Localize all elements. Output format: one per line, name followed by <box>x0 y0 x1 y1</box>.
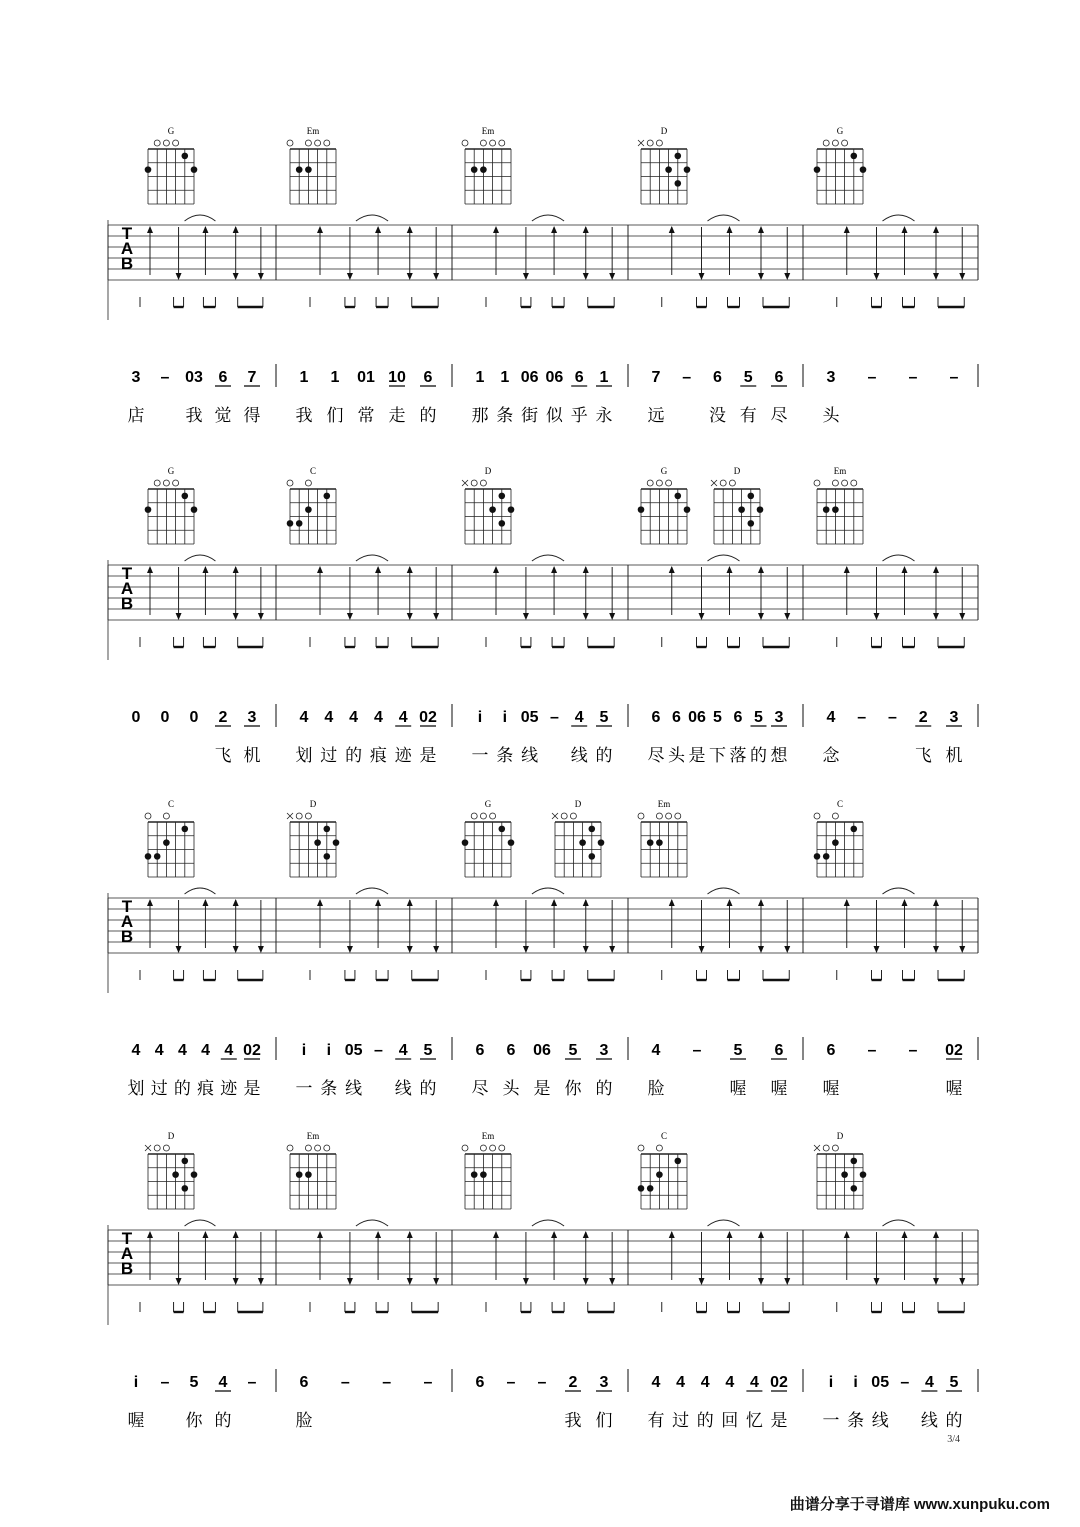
jianpu-note: – <box>160 1374 170 1391</box>
lyric-char: 尽 <box>471 1079 489 1099</box>
lyric-char: 线 <box>871 1411 889 1431</box>
jianpu-note: 2 <box>218 709 228 726</box>
lyric-char: 下 <box>709 746 726 766</box>
jianpu-note: – <box>692 1042 702 1059</box>
notation-line-0 <box>108 364 978 426</box>
jianpu-note: – <box>247 1374 257 1391</box>
lyric-char: 忆 <box>745 1411 763 1431</box>
jianpu-note: 05 <box>520 709 539 726</box>
tab-clef-letter: B <box>120 927 134 946</box>
jianpu-note: – <box>423 1374 433 1391</box>
jianpu-note: – <box>908 369 918 386</box>
lyric-char: 一 <box>471 746 489 766</box>
lyric-char: 痕 <box>197 1079 215 1099</box>
chord-diagram-Em-2-4 <box>638 799 687 877</box>
lyric-char: 线 <box>920 1411 938 1431</box>
chord-diagram-G-1-0 <box>145 466 198 544</box>
jianpu-note: 06 <box>533 1042 551 1059</box>
lyric-char: 条 <box>496 406 514 426</box>
jianpu-note: 02 <box>243 1042 261 1059</box>
tab-staff-0 <box>108 215 978 320</box>
lyric-char: 那 <box>471 406 489 426</box>
chord-name: Em <box>481 126 495 136</box>
jianpu-note: – <box>506 1374 516 1391</box>
jianpu-note: 6 <box>733 709 743 726</box>
chord-name: D <box>660 126 668 136</box>
jianpu-note: 06 <box>688 709 706 726</box>
jianpu-note: 4 <box>154 1042 164 1059</box>
chord-diagram-D-2-1 <box>287 799 339 877</box>
jianpu-note: 4 <box>373 709 383 726</box>
jianpu-note: 1 <box>500 369 510 386</box>
lyric-char: 迹 <box>220 1079 238 1099</box>
jianpu-note: 10 <box>388 369 406 386</box>
jianpu-note: 4 <box>676 1374 686 1391</box>
chord-diagram-C-2-5 <box>814 799 863 877</box>
tab-clef-letter: B <box>120 1259 134 1278</box>
chord-name: D <box>167 1131 175 1141</box>
lyric-char: 脸 <box>647 1079 665 1099</box>
chord-name: Em <box>657 799 671 809</box>
jianpu-note: i <box>133 1374 139 1391</box>
jianpu-note: 4 <box>201 1042 211 1059</box>
lyric-char: 乎 <box>570 406 588 426</box>
lyric-char: 你 <box>185 1411 203 1431</box>
chord-name: G <box>836 126 844 136</box>
lyric-char: 似 <box>545 406 563 426</box>
jianpu-note: 6 <box>713 369 722 386</box>
jianpu-note: 4 <box>398 1042 408 1059</box>
jianpu-note: 1 <box>475 369 485 386</box>
lyric-char: 的 <box>419 1079 437 1099</box>
jianpu-note: 4 <box>299 709 309 726</box>
lyric-char: 念 <box>822 746 840 766</box>
chord-diagram-D-2-3 <box>552 799 604 877</box>
lyric-char: 走 <box>388 406 406 426</box>
jianpu-note: 5 <box>568 1042 578 1059</box>
jianpu-note: 06 <box>520 369 539 386</box>
jianpu-note: 4 <box>224 1042 234 1059</box>
jianpu-note: – <box>537 1374 547 1391</box>
lyric-char: 头 <box>502 1079 520 1099</box>
jianpu-note: – <box>160 369 170 386</box>
jianpu-note: 4 <box>924 1374 934 1391</box>
lyric-char: 的 <box>696 1411 714 1431</box>
lyric-char: 过 <box>672 1411 690 1431</box>
tab-clef-letter: T <box>121 1229 133 1248</box>
lyric-char: 喔 <box>729 1079 747 1099</box>
jianpu-note: 6 <box>475 1374 485 1391</box>
jianpu-note: 6 <box>299 1374 309 1391</box>
chord-name: Em <box>481 1131 495 1141</box>
lyric-char: 的 <box>419 406 437 426</box>
jianpu-note: 0 <box>131 709 141 726</box>
chord-diagram-Em-0-1 <box>287 126 336 204</box>
jianpu-note: 6 <box>651 709 661 726</box>
lyric-char: 迹 <box>394 746 412 766</box>
lyric-char: 常 <box>357 406 375 426</box>
jianpu-note: – <box>382 1374 392 1391</box>
lyric-char: 是 <box>533 1079 551 1099</box>
jianpu-note: i <box>502 709 508 726</box>
jianpu-note: 03 <box>185 369 203 386</box>
jianpu-note: 6 <box>506 1042 516 1059</box>
chord-diagram-G-2-2 <box>462 799 515 877</box>
chord-diagram-G-0-0 <box>145 126 198 204</box>
jianpu-note: 4 <box>700 1374 710 1391</box>
jianpu-note: i <box>301 1042 307 1059</box>
jianpu-note: – <box>867 369 877 386</box>
lyric-char: 痕 <box>369 746 387 766</box>
lyric-char: 的 <box>595 746 613 766</box>
lyric-char: 得 <box>243 406 261 426</box>
jianpu-note: 6 <box>774 369 784 386</box>
jianpu-note: – <box>949 369 959 386</box>
lyric-char: 没 <box>709 406 726 426</box>
jianpu-note: 5 <box>754 709 763 726</box>
jianpu-note: 3 <box>826 369 836 386</box>
lyric-char: 线 <box>570 746 588 766</box>
jianpu-note: – <box>549 709 559 726</box>
lyric-char: 线 <box>345 1079 363 1099</box>
jianpu-note: 3 <box>599 1374 609 1391</box>
jianpu-note: 4 <box>349 709 359 726</box>
lyric-char: 们 <box>326 406 344 426</box>
chord-name: G <box>660 466 668 476</box>
jianpu-note: 6 <box>672 709 681 726</box>
jianpu-note: 4 <box>725 1374 735 1391</box>
lyric-char: 落 <box>729 746 747 766</box>
lyric-char: 有 <box>739 406 757 426</box>
jianpu-note: 5 <box>743 369 753 386</box>
jianpu-note: 4 <box>826 709 836 726</box>
jianpu-note: 6 <box>826 1042 836 1059</box>
jianpu-note: 7 <box>651 369 661 386</box>
jianpu-note: 5 <box>949 1374 959 1391</box>
chord-name: D <box>484 466 492 476</box>
tab-clef-letter: T <box>121 564 133 583</box>
jianpu-note: i <box>853 1374 858 1391</box>
jianpu-note: 6 <box>475 1042 485 1059</box>
chord-diagram-G-0-4 <box>814 126 867 204</box>
chord-diagram-C-1-1 <box>287 466 336 544</box>
lyric-char: 尽 <box>647 746 665 766</box>
chord-diagram-D-1-4 <box>711 466 763 544</box>
tab-clef-letter: A <box>120 1244 134 1263</box>
jianpu-note: 4 <box>749 1374 759 1391</box>
jianpu-note: 4 <box>574 709 584 726</box>
tab-clef-letter: T <box>121 897 133 916</box>
notation-line-1 <box>108 704 978 766</box>
lyric-char: 喔 <box>127 1411 145 1431</box>
jianpu-note: i <box>326 1042 332 1059</box>
jianpu-note: – <box>340 1374 350 1391</box>
jianpu-note: 1 <box>299 369 309 386</box>
lyric-char: 条 <box>320 1079 338 1099</box>
lyric-char: 是 <box>243 1079 261 1099</box>
chord-diagram-Em-0-2 <box>462 126 511 204</box>
jianpu-note: 6 <box>423 369 433 386</box>
lyric-char: 的 <box>595 1079 613 1099</box>
chord-name: G <box>484 799 492 809</box>
chord-diagram-Em-1-5 <box>814 466 863 544</box>
tab-staff-2 <box>108 888 978 993</box>
lyric-char: 店 <box>127 406 145 426</box>
jianpu-note: 4 <box>131 1042 141 1059</box>
jianpu-note: 6 <box>218 369 228 386</box>
chord-name: C <box>309 466 317 476</box>
lyric-char: 的 <box>945 1411 963 1431</box>
lyric-char: 划 <box>127 1079 145 1099</box>
lyric-char: 街 <box>521 406 539 426</box>
lyric-char: 我 <box>295 406 313 426</box>
lyric-char: 线 <box>394 1079 412 1099</box>
jianpu-note: 3 <box>949 709 959 726</box>
lyric-char: 回 <box>721 1411 739 1431</box>
chord-diagram-D-3-4 <box>814 1131 866 1209</box>
chord-diagram-D-3-0 <box>145 1131 197 1209</box>
chord-name: Em <box>833 466 847 476</box>
chord-name: G <box>167 126 175 136</box>
jianpu-note: – <box>857 709 867 726</box>
jianpu-note: 1 <box>330 369 340 386</box>
lyric-char: 机 <box>945 746 963 766</box>
lyric-char: 脸 <box>295 1411 313 1431</box>
tab-clef-letter: B <box>120 254 134 273</box>
tab-clef-letter: A <box>120 579 134 598</box>
lyric-char: 们 <box>595 1411 613 1431</box>
notation-line-3 <box>108 1369 978 1431</box>
lyric-char: 你 <box>564 1079 582 1099</box>
chord-diagram-Em-3-1 <box>287 1131 336 1209</box>
lyric-char: 一 <box>822 1411 840 1431</box>
jianpu-note: 01 <box>357 369 375 386</box>
jianpu-note: 4 <box>398 709 408 726</box>
lyric-char: 过 <box>150 1079 168 1099</box>
jianpu-note: i <box>828 1374 834 1391</box>
lyric-char: 是 <box>688 746 706 766</box>
lyric-char: 是 <box>770 1411 788 1431</box>
lyric-char: 尽 <box>770 406 788 426</box>
jianpu-note: – <box>900 1374 910 1391</box>
lyric-char: 头 <box>822 406 840 426</box>
lyric-char: 飞 <box>214 746 232 766</box>
page-number: 3/4 <box>947 1434 960 1445</box>
jianpu-note: 4 <box>177 1042 187 1059</box>
chord-name: D <box>733 466 741 476</box>
tab-staff-3 <box>108 1220 978 1325</box>
lyric-char: 是 <box>419 746 437 766</box>
chord-name: C <box>167 799 175 809</box>
lyric-char: 划 <box>295 746 313 766</box>
jianpu-note: 2 <box>568 1374 578 1391</box>
jianpu-note: 3 <box>599 1042 609 1059</box>
lyric-char: 的 <box>345 746 363 766</box>
jianpu-note: 3 <box>774 709 784 726</box>
jianpu-note: – <box>682 369 692 386</box>
jianpu-note: 6 <box>574 369 584 386</box>
jianpu-note: 5 <box>599 709 609 726</box>
chord-name: Em <box>306 1131 320 1141</box>
jianpu-note: – <box>888 709 897 726</box>
tab-clef-letter: A <box>120 239 134 258</box>
jianpu-note: 0 <box>189 709 199 726</box>
chord-name: D <box>574 799 582 809</box>
jianpu-note: 02 <box>945 1042 963 1059</box>
tab-clef-letter: B <box>120 594 134 613</box>
jianpu-note: – <box>908 1042 918 1059</box>
jianpu-note: 4 <box>651 1042 661 1059</box>
jianpu-note: 05 <box>871 1374 890 1391</box>
chord-diagram-D-0-3 <box>638 126 690 204</box>
jianpu-note: 5 <box>423 1042 433 1059</box>
jianpu-note: 5 <box>189 1374 199 1391</box>
lyric-char: 想 <box>770 746 788 766</box>
lyric-char: 喔 <box>822 1079 840 1099</box>
lyric-char: 我 <box>564 1411 582 1431</box>
jianpu-note: 1 <box>599 369 609 386</box>
jianpu-note: 0 <box>160 709 170 726</box>
jianpu-note: 4 <box>218 1374 228 1391</box>
chord-name: G <box>167 466 175 476</box>
lyric-char: 线 <box>521 746 539 766</box>
jianpu-note: 02 <box>770 1374 788 1391</box>
lyric-char: 机 <box>243 746 261 766</box>
chord-name: D <box>309 799 317 809</box>
lyric-char: 我 <box>185 406 203 426</box>
lyric-char: 的 <box>750 746 767 766</box>
chord-diagram-G-1-3 <box>638 466 691 544</box>
jianpu-note: 4 <box>324 709 334 726</box>
jianpu-note: 5 <box>733 1042 743 1059</box>
lyric-char: 的 <box>173 1079 191 1099</box>
lyric-char: 有 <box>647 1411 665 1431</box>
notation-line-2 <box>108 1037 978 1099</box>
chord-diagram-C-3-3 <box>638 1131 687 1209</box>
jianpu-note: 05 <box>344 1042 363 1059</box>
chord-diagram-C-2-0 <box>145 799 194 877</box>
jianpu-note: 4 <box>651 1374 661 1391</box>
lyric-char: 一 <box>295 1079 313 1099</box>
chord-diagram-Em-3-2 <box>462 1131 511 1209</box>
tab-clef-letter: T <box>121 224 133 243</box>
lyric-char: 喔 <box>770 1079 788 1099</box>
jianpu-note: 3 <box>247 709 257 726</box>
chord-name: D <box>836 1131 844 1141</box>
chord-diagram-D-1-2 <box>462 466 514 544</box>
lyric-char: 条 <box>496 746 514 766</box>
lyric-char: 条 <box>847 1411 865 1431</box>
tab-staff-1 <box>108 555 978 660</box>
lyric-char: 的 <box>214 1411 232 1431</box>
lyric-char: 过 <box>320 746 338 766</box>
jianpu-note: i <box>477 709 483 726</box>
jianpu-note: – <box>373 1042 383 1059</box>
chord-name: C <box>660 1131 668 1141</box>
tab-clef-letter: A <box>120 912 134 931</box>
chord-name: Em <box>306 126 320 136</box>
lyric-char: 永 <box>595 406 613 426</box>
jianpu-note: – <box>867 1042 877 1059</box>
jianpu-note: 7 <box>247 369 257 386</box>
lyric-char: 觉 <box>214 406 232 426</box>
footer-watermark: 曲谱分享于寻谱库 www.xunpuku.com <box>789 1496 1050 1513</box>
jianpu-note: 2 <box>918 709 928 726</box>
jianpu-note: 06 <box>545 369 564 386</box>
jianpu-note: 6 <box>774 1042 784 1059</box>
lyric-char: 飞 <box>914 746 932 766</box>
jianpu-note: 3 <box>131 369 141 386</box>
lyric-char: 头 <box>668 746 685 766</box>
lyric-char: 喔 <box>945 1079 963 1099</box>
jianpu-note: 02 <box>419 709 437 726</box>
jianpu-note: 5 <box>713 709 722 726</box>
chord-name: C <box>836 799 844 809</box>
lyric-char: 远 <box>647 406 665 426</box>
